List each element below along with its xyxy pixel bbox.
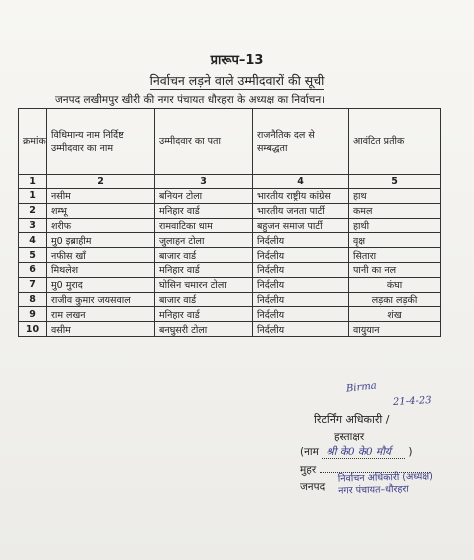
cell-symbol: वृक्ष [349,233,441,248]
stamp-line-office: नगर पंचायत–धौरहरा [338,483,409,497]
cell-name: मिथलेश [47,262,155,277]
cell-address: बाजार वार्ड [155,248,253,263]
cell-name: वसीम [47,322,155,337]
table-header-row [19,109,441,175]
cell-serial: 4 [19,233,47,248]
handwritten-signature: Birma [345,380,378,395]
header-candidate-address: उम्मीदवार का पता [155,109,253,175]
cell-address: जुलाहन टोला [155,233,253,248]
header-candidate-name: विधिमान्य नाम निर्दिष्ट उम्मीदवार का नाम [47,109,155,175]
table-row [19,277,441,292]
cell-address: मनिहार वार्ड [155,307,253,322]
cell-party: निर्दलीय [253,262,349,277]
returning-officer-label: रिटर्निंग अधिकारी / [314,413,390,426]
cell-serial: 5 [19,248,47,263]
header-party-affiliation: राजनैतिक दल से सम्बद्धता [253,109,349,175]
cell-party: निर्दलीय [253,248,349,263]
cell-serial: 9 [19,307,47,322]
cell-name: मु0 इब्राहीम [47,233,155,248]
table-row [19,203,441,218]
column-number: 4 [253,175,349,189]
table-row [19,233,441,248]
cell-address: घोसिन चमारन टोला [155,277,253,292]
seal-label: मुहर [300,464,317,476]
table-row [19,189,441,204]
signature-date: 21-4-23 [392,394,432,409]
table-row [19,248,441,263]
cell-address: मनिहार वार्ड [155,262,253,277]
election-subtitle: जनपद लखीमपुर खीरी की नगर पंचायत धौरहरा के अध्यक्ष का निर्वाचन। [55,94,326,106]
cell-name: शम्भू [47,203,155,218]
header-allotted-symbol: आवंटित प्रतीक [349,109,441,175]
cell-name: राजीव कुमार जयसवाल [47,292,155,307]
cell-name: शरीफ [47,218,155,233]
column-number: 3 [155,175,253,189]
table-row [19,322,441,337]
cell-name: मु0 मुराद [47,277,155,292]
cell-address: बनघुसरी टोला [155,322,253,337]
district-row [300,480,325,494]
cell-party: निर्दलीय [253,292,349,307]
cell-address: बनियन टोला [155,189,253,204]
official-stamp [338,470,459,497]
cell-party: निर्दलीय [253,277,349,292]
cell-serial: 2 [19,203,47,218]
cell-name: नफीस खाँ [47,248,155,263]
cell-symbol: हाथी [349,218,441,233]
officer-name-row [300,445,412,459]
header-serial: क्रमांक [19,109,47,175]
column-number: 1 [19,175,47,189]
cell-party: निर्दलीय [253,322,349,337]
cell-symbol: वायुयान [349,322,441,337]
cell-serial: 3 [19,218,47,233]
cell-serial: 8 [19,292,47,307]
table-row [19,307,441,322]
column-number: 2 [47,175,155,189]
name-close: ) [408,446,413,458]
cell-address: मनिहार वार्ड [155,203,253,218]
cell-address: रामवाटिका धाम [155,218,253,233]
column-number: 5 [349,175,441,189]
cell-party: निर्दलीय [253,307,349,322]
column-number-row [19,175,441,189]
cell-party: भारतीय जनता पार्टी [253,203,349,218]
stamp-line-officer: निर्वाचन अधिकारी (अध्यक्ष) [337,471,434,485]
cell-symbol: कंघा [349,277,441,292]
cell-symbol: कमल [349,203,441,218]
signature-label: हस्ताक्षर [334,431,365,443]
candidates-table [18,108,441,337]
list-title-text: निर्वाचन लड़ने वाले उम्मीदवारों की सूची [149,73,325,88]
cell-symbol: सितारा [349,248,441,263]
name-label: (नाम [300,446,319,458]
table-row [19,262,441,277]
cell-symbol: पानी का नल [349,262,441,277]
cell-serial: 10 [19,322,47,337]
cell-party: बहुजन समाज पार्टी [253,218,349,233]
cell-symbol: शंख [349,307,441,322]
district-label: जनपद [300,481,326,493]
cell-name: राम लखन [47,307,155,322]
officer-name-handwritten: श्री के0 के0 मौर्य [322,446,405,459]
cell-symbol: लड़का लड़की [349,292,441,307]
cell-symbol: हाथ [349,189,441,204]
form-title: प्रारूप–13 [210,53,264,68]
table-row [19,218,441,233]
cell-serial: 6 [19,262,47,277]
list-title [0,72,474,89]
cell-address: बाजार वार्ड [155,292,253,307]
cell-party: निर्दलीय [253,233,349,248]
cell-party: भारतीय राष्ट्रीय कांग्रेस [253,189,349,204]
cell-serial: 7 [19,277,47,292]
cell-name: नसीम [47,189,155,204]
table-row [19,292,441,307]
cell-serial: 1 [19,189,47,204]
